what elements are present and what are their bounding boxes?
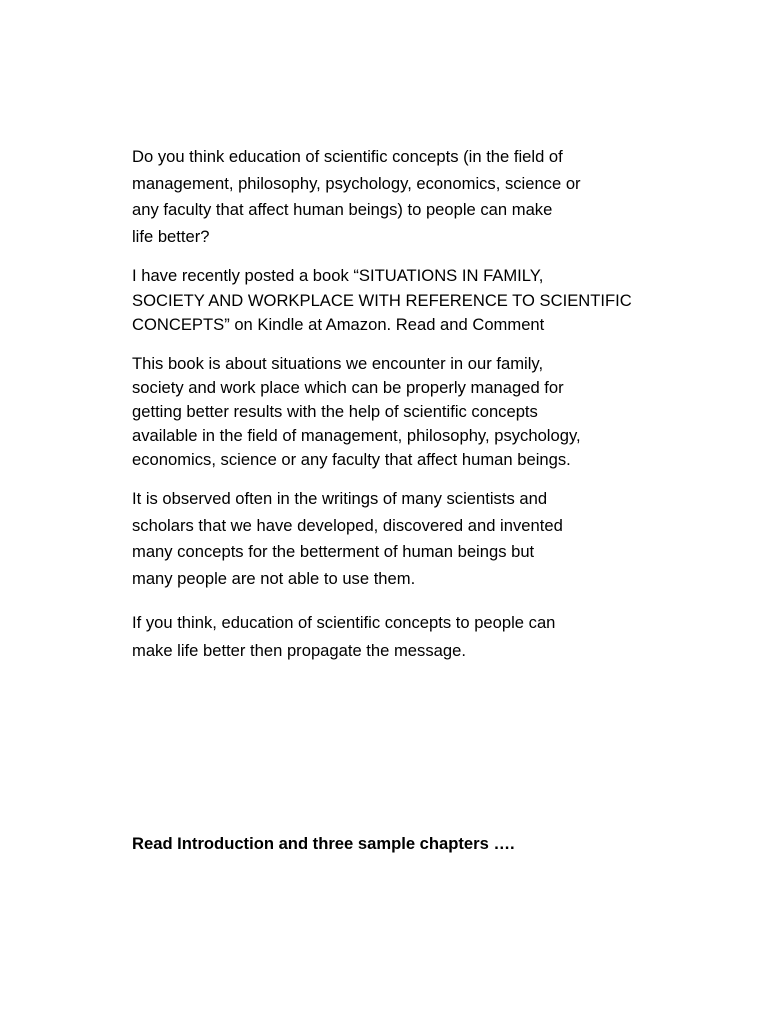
paragraph-book-description: This book is about situations we encounter in our family, society and work place which can be properly managed for getting better results with the help of scientific concepts available in the field of management, philosophy, psychology, economics, science or any faculty that affect human beings. (132, 354, 581, 469)
call-to-action-heading: Read Introduction and three sample chapters …. (132, 834, 515, 853)
paragraph-observation: It is observed often in the writings of many scientists and scholars that we have developed, discovered and invented many concepts for the betterment of human beings but many people are not able to use them. (132, 489, 563, 588)
paragraph-question: Do you think education of scientific concepts (in the field of management, philosophy, psychology, economics, science or any faculty that affect human beings) to people can make life better? (132, 147, 581, 246)
paragraph-propagate-message: If you think, education of scientific concepts to people can make life better then propagate the message. (132, 613, 556, 660)
paragraph-book-announcement: I have recently posted a book “SITUATIONS IN FAMILY, SOCIETY AND WORKPLACE WITH REFERENCE TO SCIENTIFIC CONCEPTS” on Kindle at Amazon. Read and Comment (132, 266, 632, 334)
